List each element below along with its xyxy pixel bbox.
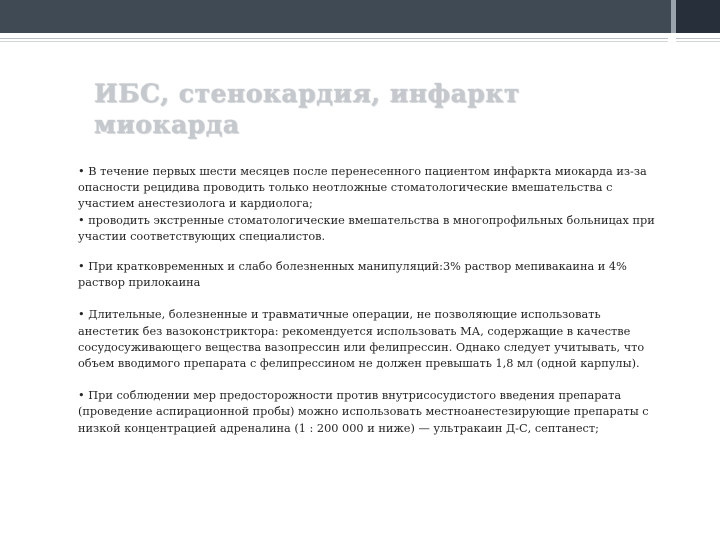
slide-title: ИБС, стенокардия, инфаркт миокарда (94, 79, 520, 139)
header-rule-right (676, 38, 720, 39)
header-bar (0, 0, 720, 33)
header-rule-right-secondary (676, 41, 720, 42)
bullet-text: • проводить экстренные стоматологические вмешательства в многопрофильных больницах при участии соответствующих специалистов. (78, 213, 655, 243)
bullet-paragraph: • Длительные, болезненные и травматичные операции, не позволяющие использовать анестетик без вазоконстриктора: рекомендуется использовать МА, содержащие в качестве сосудосуживающего вещества вазопрессин или фелипрессин. Однако следует учитывать, что объем вводимого препарата с фелипрессином не должен превышать 1,8 мл (одной карпулы). (78, 308, 645, 371)
bullet-text: • В течение первых шести месяцев после перенесенного пациентом инфаркта миокарда из-за опасности рецидива проводить только неотложные стоматологические вмешательства с участием анестезиолога и кардиолога; (78, 165, 647, 211)
slide-body (78, 164, 658, 453)
bullet-paragraph (78, 164, 658, 245)
header-rule-secondary (0, 41, 668, 42)
header-rule (0, 38, 668, 39)
bullet-paragraph: • При кратковременных и слабо болезненных манипуляций:3% раствор мепивакаина и 4% раствор прилокаина (78, 260, 627, 290)
bullet-paragraph: • При соблюдении мер предосторожности против внутрисосудистого введения препарата (проведение аспирационной пробы) можно использовать местноанестезирующие препараты с низкой концентрацией адреналина (1 : 200 000 и ниже) — ультракаин Д-С, септанест; (78, 389, 649, 435)
header-corner-block (676, 0, 720, 33)
